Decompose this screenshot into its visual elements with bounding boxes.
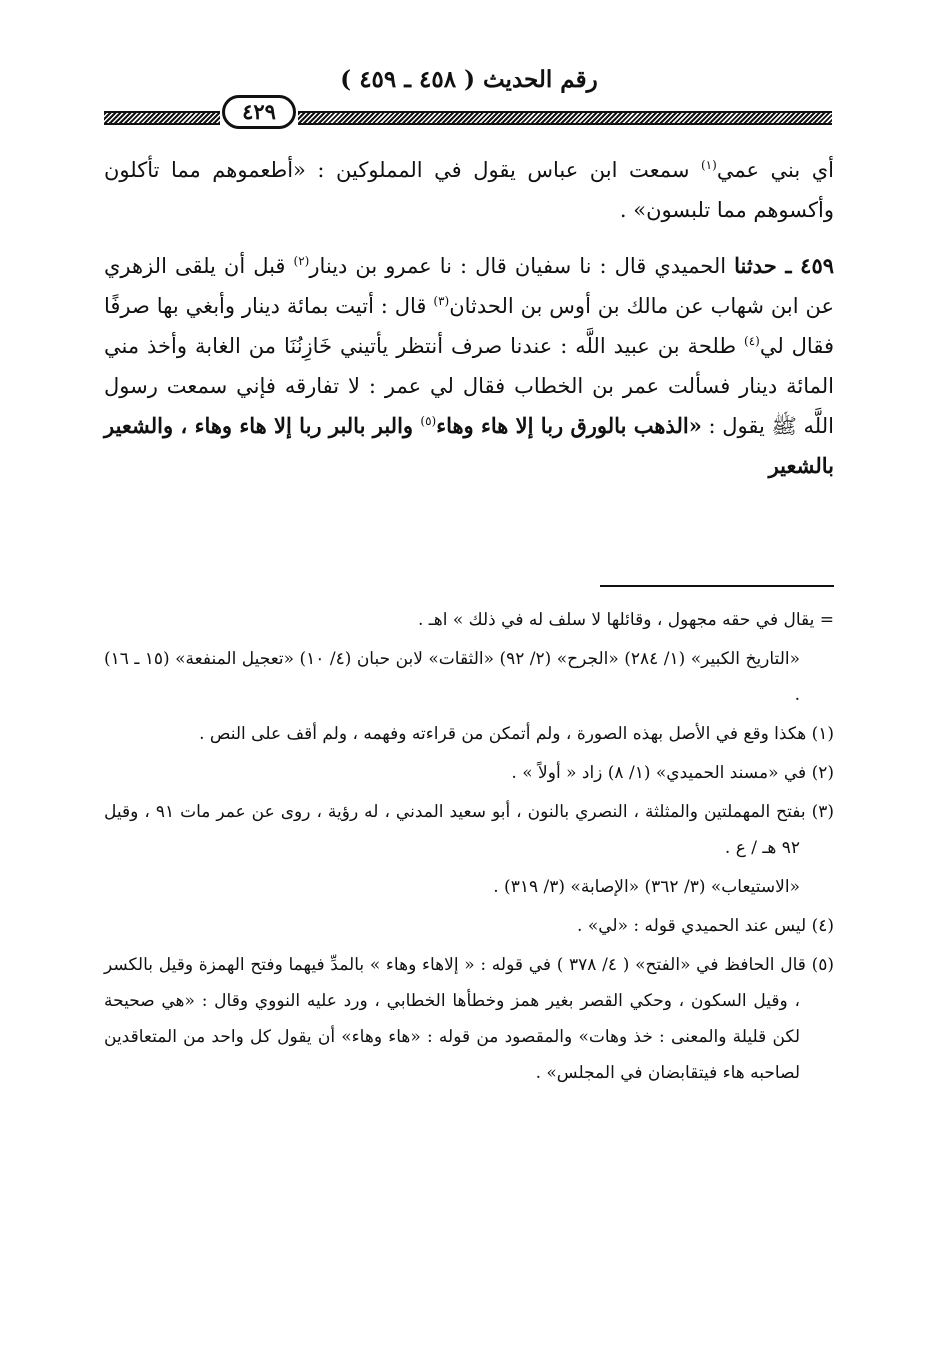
header-ornament-rule-right — [298, 111, 832, 125]
text-run: قبل أن يلقى الزهري عن ابن شهاب عن مالك بن أوس بن الحدثان — [104, 254, 834, 318]
footnote-carryover: = يقال في حقه مجهول ، وقائلها لا سلف له في ذلك » اهـ . — [417, 610, 834, 630]
hadith-459 — [104, 246, 834, 486]
text-run: سمعت ابن عباس يقول في المملوكين : «أطعموهم مما تأكلون وأكسوهم مما تلبسون» . — [104, 158, 834, 222]
footnote-3: (٣) بفتح المهملتين والمثلثة ، النصري بالنون ، أبو سعيد المدني ، له رؤية ، روى عن عمر مات ٩١ ، وقيل ٩٢ هـ / ع . — [104, 802, 835, 858]
running-title: رقم الحديث ( ٤٥٨ ـ ٤٥٩ ) — [340, 66, 598, 93]
footnote-ref-1: (١) — [700, 158, 717, 172]
footnote-ref-2: (٢) — [293, 254, 310, 268]
text-run: قال : أتيت بمائة دينار وأبغي بها صرفًا فقال لي — [104, 294, 834, 358]
hadith-number: ٤٥٩ ـ حدثنا — [734, 253, 835, 278]
footnote-1: (١) هكذا وقع في الأصل بهذه الصورة ، ولم أتمكن من قراءته وفهمه ، ولم أقف على النص . — [199, 724, 834, 744]
text-run: طلحة بن عبيد اللَّه : عندنا صرف أنتظر يأتيني خَازِنُنَا من الغابة وأخذ مني المائة دينار فسألت عمر بن الخطاب فقال لي عمر : لا تفارقه فإني سمعت رسول اللَّه ﷺ يقول : — [104, 334, 834, 438]
footnote-5: (٥) قال الحافظ في «الفتح» ( ٤/ ٣٧٨ ) في قوله : « إلاهاء وهاء » بالمدِّ فيهما وفتح الهمزة وقيل بالكسر ، وقيل السكون ، وحكي القصر بغير همز وخطأها الخطابي ، ورد عليه النووي وقال : «هي صحيحة لكن قليلة والمعنى : خذ وهات» والمقصود من قوله : «هاء وهاء» أن يقول كل واحد من المتعاقدين لصاحبه هاء فيتقابضان في المجلس» . — [104, 955, 834, 1083]
prophetic-text-cont: والبر بالبر ربا إلا هاء وهاء ، والشعير بالشعير — [104, 413, 834, 478]
text-run: أي بني عمي — [716, 158, 834, 182]
footnote-sources: «التاريخ الكبير» (١/ ٢٨٤) «الجرح» (٢/ ٩٢) «الثقات» لابن حبان (٤/ ١٠) «تعجيل المنفعة» (١٥ ـ ١٦) . — [104, 649, 800, 705]
footnote-3-sources: «الاستيعاب» (٣/ ٣٦٢) «الإصابة» (٣/ ٣١٩) . — [493, 877, 800, 897]
page-number: ٤٢٩ — [222, 95, 296, 129]
prophetic-text: «الذهب بالورق ربا إلا هاء وهاء — [436, 413, 702, 438]
main-text — [104, 150, 834, 486]
footnote-ref-5: (٥) — [420, 414, 437, 428]
footnote-separator — [600, 585, 834, 587]
footnote-ref-4: (٤) — [744, 334, 760, 348]
footnote-ref-3: (٣) — [433, 294, 450, 308]
footnotes — [104, 602, 834, 1091]
header-ornament-rule-left — [104, 111, 220, 125]
text-run: الحميدي قال : نا سفيان قال : نا عمرو بن دينار — [309, 254, 735, 278]
footnote-2: (٢) في «مسند الحميدي» (١/ ٨) زاد « أولاً » . — [511, 763, 834, 783]
footnote-4: (٤) ليس عند الحميدي قوله : «لي» . — [577, 916, 834, 936]
paragraph-continuation — [104, 150, 834, 230]
